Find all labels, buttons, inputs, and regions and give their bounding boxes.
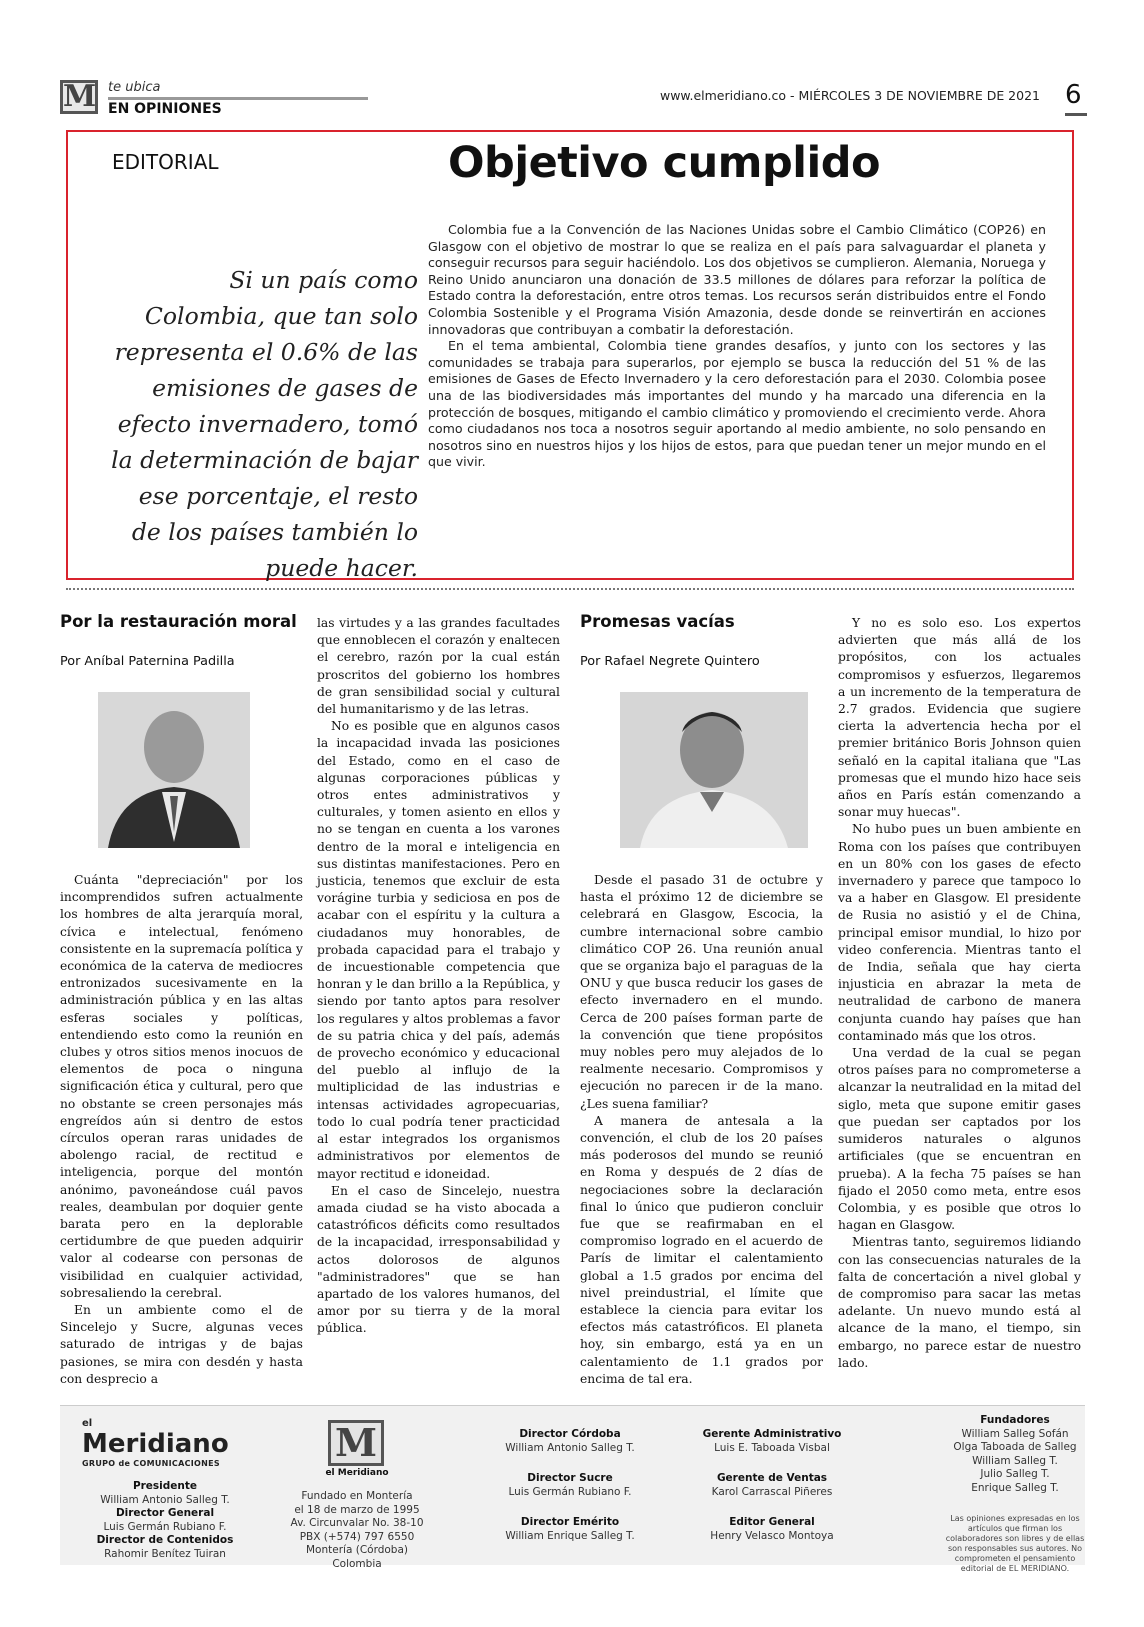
article-paragraph: A manera de antesala a la convención, el club de los 20 países más poderosos del mundo se reunió en Roma y después de 2 días de negociaciones sobre la declaración final lo único que pudieron concluir fue que se reafirmaban en el compromiso logrado en el acuerdo de París de limitar el calentamiento global a 1.5 grados por encima del nivel preindustrial, el límite que establece la ciencia para evitar los efectos más catastróficos. El planeta hoy, sin embargo, está ya en un calentamiento de 1.1 grados por encima de tal era. (580, 1113, 823, 1386)
founder-name: Olga Taboada de Salleg (953, 1441, 1077, 1453)
article-column (838, 615, 1081, 1372)
editorial-paragraph: En el tema ambiental, Colombia tiene grandes desafíos, y junto con los sectores y las comunidades se trabaja para superarlos, por ejemplo se busca la reducción del 51 % de las emisiones de Gases de Efecto Invernadero y la cero deforestación para el 2030. Colombia posee una de las biodiversidades más importantes del mundo y ha marcado una diferencia en la protección de bosques, mitigando el cambio climático y promoviendo el crecimiento verde. Ahora como ciudadanos nos toca a nosotros seguir aportando al medio ambiente, no solo pensando en nosotros sino en nuestros hijos y los hijos de estos, para que puedan tener un mejor mundo en el que vivir. (428, 338, 1046, 470)
article-paragraph: En un ambiente como el de Sincelejo y Sucre, algunas veces saturado de intrigas y de bajas pasiones, se mira con desdén y hasta con desprecio a (60, 1303, 303, 1386)
staff-block (480, 1428, 660, 1455)
staff-name: William Antonio Salleg T. (505, 1441, 635, 1454)
info-line: Fundado en Montería (301, 1490, 413, 1502)
editorial-box (66, 130, 1074, 580)
founder-name: Enrique Salleg T. (971, 1481, 1059, 1494)
article-paragraph: Mientras tanto, seguiremos lidiando con las consecuencias naturales de la falta de concertación a nivel global y de compromiso para sacar las metas adelante. Un nuevo mundo está al alcance de la mano, el tiempo, sin embargo, no parece estar de nuestro lado. (838, 1235, 1081, 1370)
article-column (580, 872, 823, 1388)
staff-name: Luis Germán Rubiano F. (508, 1485, 632, 1498)
founder-name: Julio Salleg T. (980, 1468, 1050, 1480)
role-title: Director General (115, 1507, 215, 1519)
byline: Por Aníbal Paternina Padilla (60, 654, 235, 669)
article-paragraph: No es posible que en algunos casos la incapacidad invada las posiciones del Estado, como en el caso de algunas corporaciones públicas y otros entes administrativos y culturales, y tomen asiento en ellos y no se tengan en cuenta a los varones dentro de la moral e inteligencia en sus distintas manifestaciones. Pero en justicia, tenemos que excluir de esta vorágine turbia y sediciosa en pos de acabar con el espíritu y la cultura a ciudadanos muy honorables, de probada capacidad para el trabajo y de incuestionable competencia que honran y le dan brillo a la República, y siendo por tanto aptos para resolver los regulares y altos problemas a favor de su patria chica y del país, además de provecho económico y educacional del pueblo al influjo de la multiplicidad de las industrias e intensas actividades agropecuarias, todo lo cual podría tener practicidad al estar integrados los organismos administrativos por elementos de mayor rectitud e idoneidad. (317, 719, 560, 1181)
pull-quote: Si un país como Colombia, que tan solo representa el 0.6% de las emisiones de gases de efecto invernadero, tomó la determinación de bajar ese porcentaje, el resto de los países también lo puede hacer. (111, 266, 418, 582)
role-title: Gerente Administrativo (702, 1428, 842, 1440)
role-title: Presidente (132, 1480, 198, 1492)
info-line: Av. Circunvalar No. 38-10 (290, 1517, 424, 1529)
dateline: www.elmeridiano.co - MIÉRCOLES 3 DE NOVIEMBRE DE 2021 (659, 88, 1040, 103)
role-title: Director Emérito (520, 1516, 620, 1528)
role-title: Editor General (729, 1516, 815, 1528)
masthead-footer (60, 1405, 1085, 1573)
article-paragraph: Desde el pasado 31 de octubre y hasta el próximo 12 de diciembre se celebrará en Glasgow, Escocia, la cumbre internacional sobre cambio climático COP 26. Una reunión anual que se organiza bajo el paraguas de la ONU y que busca reducir los gases de efecto invernadero en el mundo. Cerca de 200 países forman parte de la convención que tiene propósitos muy nobles pero muy alejados de lo realmente necesario. Compromisos y ejecución no parecen ir de la mano. ¿Les suena familiar? (580, 873, 823, 1111)
page-header (60, 80, 1080, 120)
page-number: 6 (1065, 80, 1082, 110)
author-photo (620, 692, 808, 848)
section-name: EN OPINIONES (108, 101, 222, 117)
m-logo-caption: el Meridiano (325, 1468, 389, 1478)
staff-block (682, 1428, 862, 1455)
founding-info (282, 1490, 432, 1571)
brand-name: Meridiano (82, 1429, 229, 1459)
article-paragraph: las virtudes y a las grandes facultades que ennoblecen el corazón y enaltecen el cerebro, razón por la cual están proscritos del gobierno los hombres de gran sensibilidad social y cultural del humanitarismo y de las letras. (317, 616, 560, 717)
info-line: PBX (+574) 797 6550 (299, 1530, 415, 1543)
founders-block (930, 1414, 1100, 1495)
staff-name: Karol Carrascal Piñeres (711, 1485, 833, 1498)
staff-name: William Antonio Salleg T. (100, 1493, 230, 1506)
role-title: Director Sucre (527, 1472, 613, 1484)
staff-block (80, 1480, 250, 1561)
staff-name: William Enrique Salleg T. (505, 1529, 635, 1542)
staff-block (682, 1472, 862, 1499)
header-rule (108, 97, 368, 100)
founder-name: William Salleg Sofán (961, 1427, 1069, 1440)
brand-subtitle: GRUPO de COMUNICACIONES (82, 1459, 220, 1468)
founder-name: William Salleg T. (972, 1454, 1058, 1467)
meridiano-m-logo: M (328, 1420, 384, 1466)
staff-block (480, 1472, 660, 1499)
article-paragraph: Cuánta "depreciación" por los incomprendidos sufren actualmente los hombres de alta jerarquía moral, cívica e intelectual, fenómeno consistente en la supremacía política y económica de la caterva de mediocres entronizados sucesivamente en la administración pública y en las altas esferas sociales y políticas, entendiendo esto como la reunión en clubes y otros sitios menos inocuos de elementos de poca o ninguna significación ética y cultural, pero que no obstante se creen personajes más engreídos aún si dentro de estos círculos operan raras unidades de abolengo racial, de rectitud e inteligencia, porque del montón anónimo, pavoneándose cuál pavos reales, deambulan por doquier gente barata pero en la deplorable certidumbre de que pueden adquirir valor al codearse con personas de visibilidad en cualquier actividad, sobresaliendo la cerebral. (60, 873, 303, 1300)
staff-name: Rahomir Benítez Tuiran (104, 1547, 226, 1560)
el-meridiano-brand (82, 1418, 229, 1468)
article-title: Promesas vacías (580, 612, 735, 631)
section-divider (66, 588, 1074, 590)
staff-block (480, 1516, 660, 1543)
staff-name: Henry Velasco Montoya (710, 1529, 834, 1542)
info-line: Montería (Córdoba) Colombia (306, 1544, 408, 1570)
article-column (60, 872, 303, 1388)
article-paragraph: Y no es solo eso. Los expertos advierten que más allá de los propósitos, con los actuales compromisos y esfuerzos, llegaremos a un incremento de la temperatura de 2.7 grados. Evidencia que sugiere cierta la advertencia hecha por el premier británico Boris Johnson quien señaló en la capital italiana que "Las promesas que el mundo hizo hace seis años en París están comenzando a sonar muy huecas". (838, 616, 1081, 820)
staff-name: Luis Germán Rubiano F. (103, 1520, 227, 1533)
staff-name: Luis E. Taboada Visbal (714, 1441, 830, 1454)
byline: Por Rafael Negrete Quintero (580, 654, 760, 669)
staff-block (682, 1516, 862, 1543)
tagline: te ubica (108, 80, 161, 95)
meridiano-m-logo: M (60, 80, 98, 114)
role-title: Fundadores (980, 1414, 1050, 1426)
article-column (317, 615, 560, 1338)
author-photo (98, 692, 250, 848)
role-title: Director Córdoba (519, 1428, 621, 1440)
article-paragraph: No hubo pues un buen ambiente en Roma con los países que contribuyen en un 80% con los gases de efecto invernadero y parece que tampoco lo va a haber en Glasgow. El presidente de Rusia no asistió y el de China, principal emisor mundial, lo hizo por video conferencia. Mientras tanto el de India, señala que hay cierta injusticia en abrazar la meta de neutralidad de carbono de manera conjunta cuando hay países que han contaminado más que los otros. (838, 822, 1081, 1043)
info-line: el 18 de marzo de 1995 (294, 1503, 420, 1516)
role-title: Gerente de Ventas (716, 1472, 828, 1484)
article-paragraph: En el caso de Sincelejo, nuestra amada ciudad se ha visto abocada a catastróficos déficits como resultados de la incapacidad, irresponsabilidad y actos dolorosos de algunos "administradores" que se han apartado de los valores humanos, del amor por su tierra y de la moral pública. (317, 1183, 560, 1336)
editorial-label: EDITORIAL (112, 150, 219, 174)
brand-el: el (82, 1418, 93, 1429)
page-number-rule (1065, 113, 1087, 116)
article-title: Por la restauración moral (60, 612, 297, 631)
editorial-paragraph: Colombia fue a la Convención de las Naciones Unidas sobre el Cambio Climático (COP26) en Glasgow con el objetivo de mostrar lo que se realiza en el país para salvaguardar el planeta y conseguir recursos para seguir haciéndolo. Los dos objetivos se cumplieron. Alemania, Noruega y Reino Unido anunciaron una donación de 33.5 millones de dólares para reforzar la política de Estado contra la deforestación, entre otros temas. Los recursos serán distribuidos entre el Fondo Colombia Sostenible y el Programa Visión Amazonia, desde donde se reinvertirán en acciones innovadoras que contribuyan a combatir la deforestación. (428, 222, 1046, 337)
role-title: Director de Contenidos (96, 1534, 234, 1546)
article-paragraph: Una verdad de la cual se pegan otros países para no comprometerse a alcanzar la neutralidad en la mitad del siglo, meta que supone emitir gases que puedan ser captados por los sumideros naturales o algunos artificiales (que se encuentran en prueba). A la fecha 75 países se han fijado el 2050 como meta, entre esos Colombia, y es posible que otros lo hagan en Glasgow. (838, 1046, 1081, 1233)
opinion-disclaimer: Las opiniones expresadas en los artículos que firman los colaboradores son libres y de ellas son responsables sus autores. No comprometen el pensamiento editorial de EL MERIDIANO. (945, 1514, 1085, 1573)
editorial-title: Objetivo cumplido (448, 138, 881, 188)
editorial-body (428, 222, 1046, 471)
